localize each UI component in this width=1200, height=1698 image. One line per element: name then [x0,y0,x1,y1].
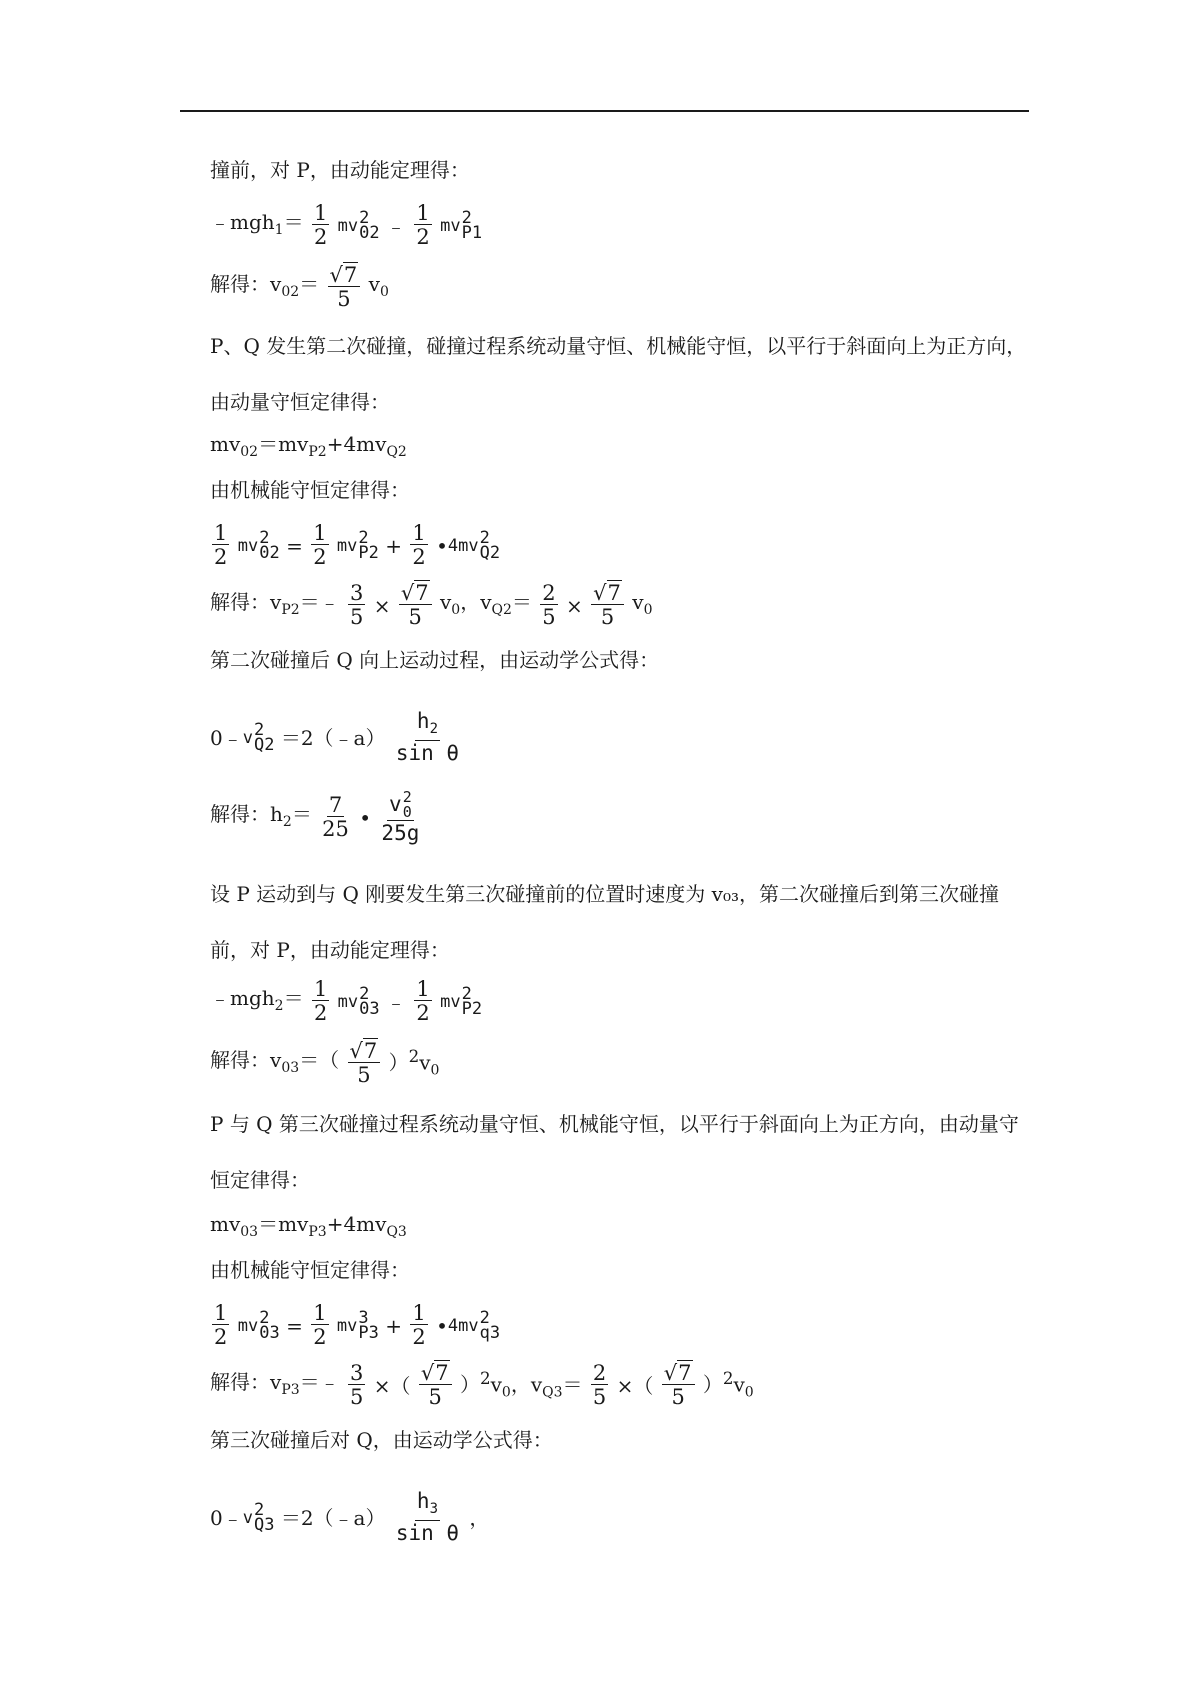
equation-h2: 解得：$h_2=$ $\frac{7}{25}$ • v 2 0 25g [210,788,420,845]
text-line: 由机械能守恒定律得： [210,1258,410,1282]
text-line: 撞前，对 P，由动能定理得： [210,158,470,182]
paragraph: 设 P 运动到与 Q 刚要发生第三次碰撞前的位置时速度为 v₀₃，第二次碰撞后到第三次碰撞前，对 P，由动能定理得： [210,882,999,962]
equation-energy-2: $\frac{1}{2}$ mv 2 02 = $\frac{1}{2}$ mv 2 P2 + $\frac{1}{2}$ •4mv 2 Q2 [214,521,501,569]
equation-v02: 解得：$v_{02}=$ $\frac{√7}{5}$ $v_0$ [210,263,389,311]
paragraph: P 与 Q 第三次碰撞过程系统动量守恒、机械能守恒，以平行于斜面向上为正方向，由动量守恒定律得： [210,1112,1019,1192]
text-line: 第二次碰撞后 Q 向上运动过程，由运动学公式得： [210,648,660,672]
equation-kinematic-3: 0﹣v 2 Q3 ＝2（﹣a） $\frac{h_3}{\text{sin θ}}$ ， [210,1489,490,1546]
equation-momentum-3: $mv_{03}=mv_{P3}+4mv_{Q3}$ [210,1212,407,1240]
equation-vP3-vQ3: 解得：$v_{P3}=﹣$ $\frac{3}{5}$ ×（ $\frac{√7}{5}$ ）$^2v_0$，$v_{Q3}=$ $\frac{2}{5}$ ×（ $\frac{√7}{5}$ ）$^2v_0$ [210,1361,754,1409]
equation-v03: 解得：$v_{03}=$（ $\frac{√7}{5}$ ）$^2v_0$ [210,1039,440,1087]
equation-energy-1: ﹣mgh$_1$＝ $\frac{1}{2}$ mv 2 02 ﹣ $\frac{1}{2}$ mv 2 P1 [210,201,483,249]
equation-momentum-2: $mv_{02}=mv_{P2}+4mv_{Q2}$ [210,432,407,460]
paragraph: P、Q 发生第二次碰撞，碰撞过程系统动量守恒、机械能守恒，以平行于斜面向上为正方向，由动量守恒定律得： [210,334,1027,414]
equation-energy-4: $\frac{1}{2}$ mv 2 03 = $\frac{1}{2}$ mv 3 P3 + $\frac{1}{2}$ •4mv 2 q3 [214,1301,501,1349]
text-line: 由机械能守恒定律得： [210,478,410,502]
equation-kinematic-2: 0﹣v 2 Q2 ＝2（﹣a） $\frac{h_2}{\text{sin θ}}$ [210,709,460,766]
header-rule [180,110,1029,112]
equation-vP2-vQ2: 解得：$v_{P2}=﹣$ $\frac{3}{5}$ × $\frac{√7}{5}$ $v_0$，$v_{Q2}=$ $\frac{2}{5}$ × $\frac{√7}{5}$ $v_0$ [210,581,653,629]
equation-energy-3: ﹣mgh$_2$＝ $\frac{1}{2}$ mv 2 03 ﹣ $\frac{1}{2}$ mv 2 P2 [210,977,483,1025]
text-line: 第三次碰撞后对 Q，由运动学公式得： [210,1428,553,1452]
